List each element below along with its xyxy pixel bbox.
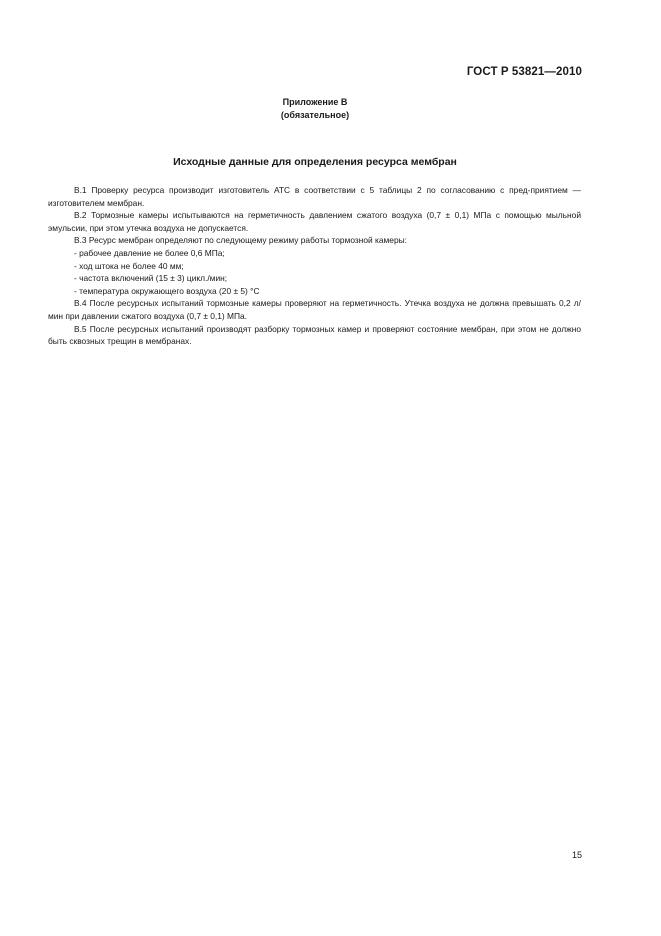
appendix-title: Приложение В bbox=[282, 97, 348, 107]
operating-mode-list bbox=[48, 247, 581, 297]
page-number: 15 bbox=[571, 850, 582, 860]
paragraph-b4: В.4 После ресурсных испытаний тормозные камеры проверяют на герметичность. Утечка воздуха не должна превышать 0,2 л/мин при давлении сжатого воздуха (0,7 ± 0,1) МПа. bbox=[48, 298, 581, 321]
appendix-status: (обязательное) bbox=[280, 110, 350, 120]
appendix-body bbox=[48, 184, 581, 348]
paragraph-b3: В.3 Ресурс мембран определяют по следующему режиму работы тормозной камеры: bbox=[74, 235, 407, 246]
list-item: - температура окружающего воздуха (20 ± 5) °С bbox=[74, 285, 260, 296]
section-title: Исходные данные для определения ресурса мембран bbox=[173, 156, 457, 168]
paragraph-b5: В.5 После ресурсных испытаний производят разборку тормозных камер и проверяют состояние мембран, при этом не должно быть сквозных трещин в мембранах. bbox=[48, 323, 581, 347]
list-item: - частота включений (15 ± 3) цикл./мин; bbox=[74, 273, 228, 284]
standard-code: ГОСТ Р 53821—2010 bbox=[466, 66, 582, 78]
paragraph-b1: В.1 Проверку ресурса производит изготовитель АТС в соответствии с 5 таблицы 2 по согласованию с пред-приятием — изготовителем мембран. bbox=[48, 185, 581, 208]
appendix-heading bbox=[0, 96, 630, 122]
list-item: - ход штока не более 40 мм; bbox=[74, 260, 184, 271]
paragraph-b2: В.2 Тормозные камеры испытываются на герметичность давлением сжатого воздуха (0,7 ± 0,1) МПа с помощью мыльной эмульсии, при этом утечка воздуха не допускается. bbox=[48, 210, 581, 233]
list-item: - рабочее давление не более 0,6 МПа; bbox=[74, 247, 225, 258]
